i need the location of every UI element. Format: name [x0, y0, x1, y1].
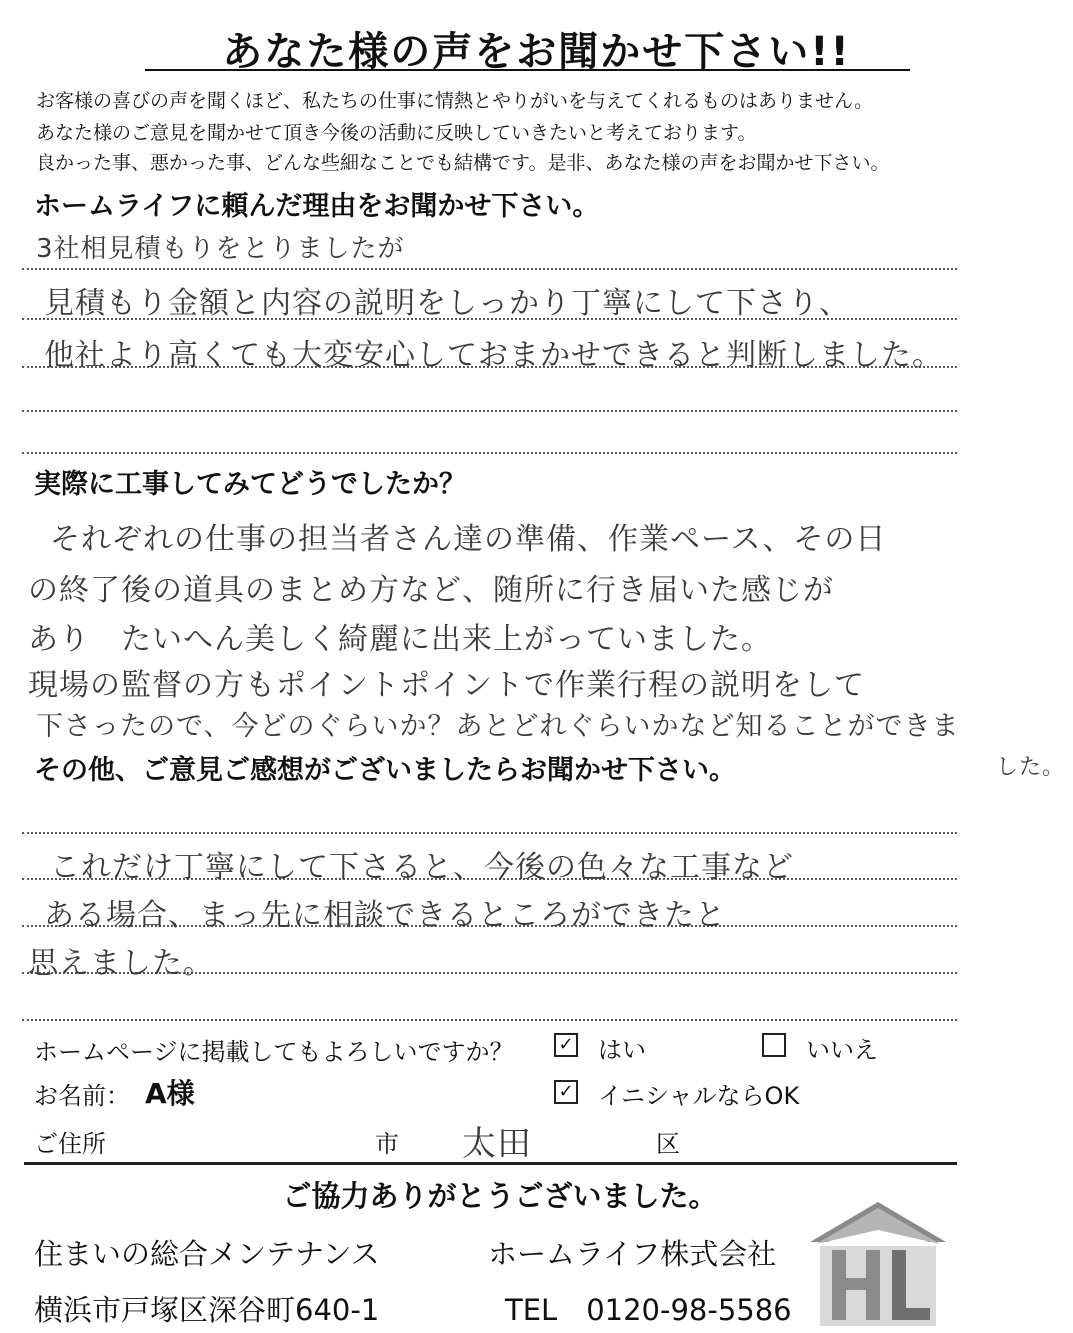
handwritten-answer-2-line-5: 下さったので、今どのぐらいか？あとどれぐらいかなど知ることができま	[36, 711, 960, 742]
divider	[24, 1162, 957, 1165]
answer-line	[22, 268, 957, 270]
permission-yes-label: はい	[598, 1036, 646, 1064]
permission-no-label: いいえ	[806, 1036, 878, 1064]
company-name: ホームライフ株式会社	[488, 1237, 777, 1271]
name-label: お名前：	[34, 1082, 130, 1110]
handwritten-answer-2-line-3: あり たいへん美しく綺麗に出来上がっていました。	[28, 622, 772, 657]
handwritten-answer-2-line-4: 現場の監督の方もポイントポイントで作業行程の説明をして	[28, 668, 865, 703]
handwritten-answer-2-line-1: それぞれの仕事の担当者さん達の準備、作業ペース、その日	[50, 522, 887, 557]
title-underline	[145, 69, 910, 71]
thanks-message: ご協力ありがとうございました。	[282, 1179, 718, 1213]
permission-yes-checkbox[interactable]: ✓	[554, 1033, 578, 1057]
answer-line	[22, 410, 957, 412]
permission-no-checkbox[interactable]	[762, 1033, 786, 1057]
company-logo	[808, 1200, 948, 1328]
handwritten-answer-3-line-2: ある場合、まっ先に相談できるところができたと	[44, 898, 726, 933]
question-other-comments: その他、ご意見ご感想がございましたらお聞かせ下さい。	[34, 755, 736, 786]
handwritten-answer-1-line-1: 3社相見積もりをとりましたが	[36, 234, 405, 264]
question-experience: 実際に工事してみてどうでしたか？	[34, 469, 466, 500]
answer-line	[22, 452, 957, 454]
initial-ok-label: イニシャルならOK	[598, 1082, 800, 1110]
handwritten-answer-2-line-6: した。	[996, 755, 1066, 780]
house-logo-icon	[808, 1200, 948, 1328]
permission-question: ホームページに掲載してもよろしいですか？	[34, 1038, 514, 1066]
company-phone: TEL 0120-98-5586	[505, 1293, 792, 1327]
company-tagline: 住まいの総合メンテナンス	[34, 1237, 380, 1271]
page-title: あなた様の声をお聞かせ下さい!!	[222, 29, 851, 75]
handwritten-answer-1-line-2: 見積もり金額と内容の説明をしっかり丁寧にして下さり、	[44, 286, 850, 321]
intro-line-3: 良かった事、悪かった事、どんな些細なことでも結構です。是非、あなた様の声をお聞かせ下さい。	[36, 152, 890, 174]
initial-ok-checkbox[interactable]: ✓	[554, 1080, 578, 1104]
answer-line	[22, 1019, 957, 1021]
ward-value: 太田	[462, 1124, 532, 1164]
city-label: 市	[375, 1130, 399, 1158]
name-value: A様	[145, 1077, 195, 1110]
handwritten-answer-1-line-3: 他社より高くても大変安心しておまかせできると判断しました。	[44, 338, 943, 373]
ward-label: 区	[656, 1130, 680, 1158]
company-address: 横浜市戸塚区深谷町640-1	[34, 1293, 380, 1327]
address-label: ご住所	[34, 1130, 106, 1158]
answer-line	[22, 832, 957, 834]
intro-line-1: お客様の喜びの声を聞くほど、私たちの仕事に情熱とやりがいを与えてくれるものはありません。	[36, 90, 874, 112]
handwritten-answer-3-line-1: これだけ丁寧にして下さると、今後の色々な工事など	[50, 850, 794, 885]
handwritten-answer-3-line-3: 思えました。	[28, 946, 214, 981]
question-reason: ホームライフに頼んだ理由をお聞かせ下さい。	[34, 191, 600, 222]
intro-line-2: あなた様のご意見を聞かせて頂き今後の活動に反映していきたいと考えております。	[36, 122, 757, 144]
handwritten-answer-2-line-2: の終了後の道具のまとめ方など、随所に行き届いた感じが	[28, 573, 834, 608]
